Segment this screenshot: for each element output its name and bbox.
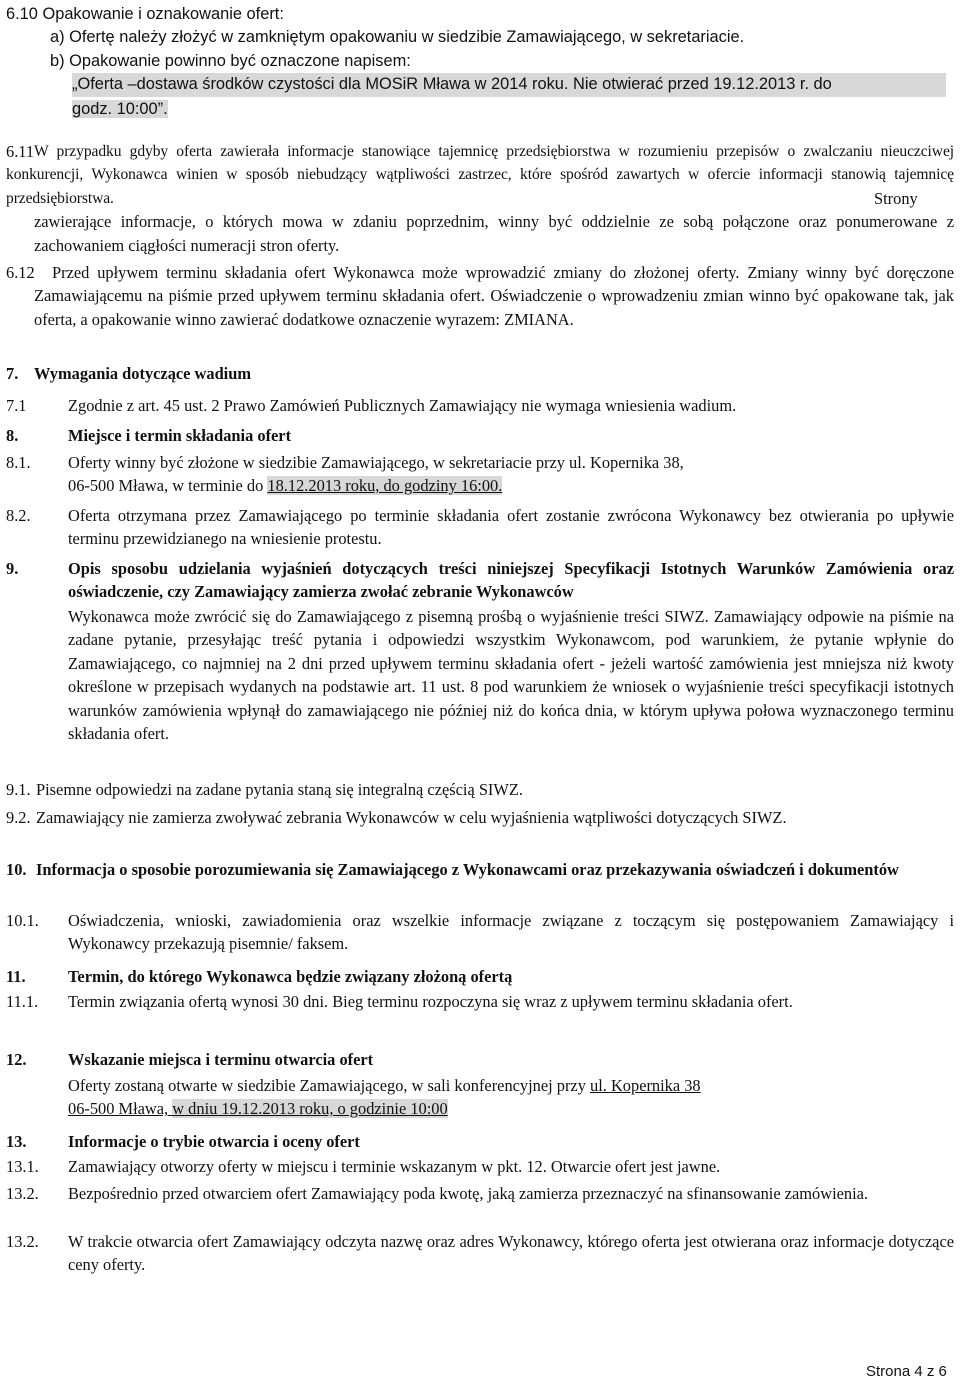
section-13-number: 13. [6,1132,27,1151]
section-8-title: Miejsce i termin składania ofert [68,426,292,445]
section-9-title: Opis sposobu udzielania wyjaśnień dotyczących treści niniejszej Specyfikacji Istotnych Warunków Zamówienia oraz oświadczenie, czy Zamawiający zamierza zwołać zebranie Wykonawców [68,559,954,602]
page-number: Strona 4 z 6 [866,1363,947,1380]
section-6-10 [6,3,946,121]
section-8-2-number: 8.2. [6,506,31,525]
quote-line-2: godz. 10:00”. [72,99,168,118]
section-6-10-heading: 6.10 Opakowanie i oznakowanie ofert: [6,5,284,23]
deadline-highlight: 18.12.2013 roku, do godziny 16:00. [267,476,503,496]
section-11-number: 11. [6,967,26,986]
section-13-2-text: Bezpośrednio przed otwarciem ofert Zamawiający poda kwotę, jaką zamierza przeznaczyć na sfinansowanie zamówienia. [68,1184,869,1203]
section-7-number: 7. [6,364,19,383]
section-8-1-text: Oferty winny być złożone w siedzibie Zamawiającego, w sekretariacie przy ul. Kopernika 38, 06-500 Mława, w terminie do 18.12.2013 roku, do godziny 16:00. [68,453,684,496]
section-6-11-text2: Strony zawierające informacje, o których mowa w zdaniu poprzednim, winny być oddzielnie ze sobą połączone oraz ponumerowane z zachowaniem ciągłości numeracji stron oferty. [34,189,954,255]
address-underlined: ul. Kopernika 38 [590,1076,701,1095]
section-11-title: Termin, do którego Wykonawca będzie związany złożoną ofertą [68,967,513,986]
section-7-1-number: 7.1 [6,396,27,415]
section-9-number: 9. [6,559,19,578]
section-8-number: 8. [6,426,19,445]
item-b: b) Opakowanie powinno być oznaczone napisem: [50,51,411,70]
section-9-1-number: 9.1. [6,780,31,799]
section-8-2-text: Oferta otrzymana przez Zamawiającego po terminie składania ofert zostanie zwrócona Wykonawcy bez otwierania po upływie terminu przewidzianego na wniesienie protestu. [68,506,954,549]
section-9-body: Wykonawca może zwrócić się do Zamawiającego z pisemną prośbą o wyjaśnienie treści SIWZ. Zamawiający odpowie na piśmie na zadane pytanie, przesyłając treść pytania i odpowiedzi wszystkim Wykonawcom, pod warunkiem, że pytanie wpłynie do Zamawiającego, co najmniej na 2 dni przed upływem terminu składania ofert - jeżeli wartość zamówienia jest mniejsza niż kwoty określone w przepisach wydanych na podstawie art. 11 ust. 8 pod warunkiem że wniosek o wyjaśnienie treści specyfikacji istotnych warunków zamówienia wpłynął do zamawiającego nie później niż do końca dnia, w którym upływa połowa wyznaczonego terminu składania ofert. [68,607,954,744]
section-12-number: 12. [6,1050,27,1069]
section-7-1-text: Zgodnie z art. 45 ust. 2 Prawo Zamówień Publicznych Zamawiający nie wymaga wniesienia wadium. [68,396,737,415]
section-6-11-number: 6.11 [6,142,35,161]
section-12-title: Wskazanie miejsca i terminu otwarcia ofert [68,1050,374,1069]
quote-line-1: „Oferta –dostawa środków czystości dla MOSiR Mława w 2014 roku. Nie otwierać przed 19.12.2013 r. do [72,73,946,96]
section-10-1-text: Oświadczenia, wnioski, zawiadomienia oraz wszelkie informacje związane z toczącym się postępowaniem Zamawiający i Wykonawcy przekazują pisemnie/ faksem. [68,911,954,954]
section-10-title: Informacja o sposobie porozumiewania się Zamawiającego z Wykonawcami oraz przekazywania oświadczeń i dokumentów [36,860,899,879]
section-6-12-number: 6.12 [6,263,35,282]
section-9-2-number: 9.2. [6,808,31,827]
section-7-title: Wymagania dotyczące wadium [34,364,252,383]
section-13-3-text: W trakcie otwarcia ofert Zamawiający odczyta nazwę oraz adres Wykonawcy, którego oferta jest otwierana oraz informacje dotyczące ceny oferty. [68,1232,954,1275]
section-13-1-number: 13.1. [6,1157,39,1176]
section-9-1-text: Pisemne odpowiedzi na zadane pytania staną się integralną częścią SIWZ. [36,780,523,799]
section-13-1-text: Zamawiający otworzy oferty w miejscu i terminie wskazanym w pkt. 12. Otwarcie ofert jest jawne. [68,1157,721,1176]
section-13-3-number: 13.2. [6,1232,39,1251]
section-10-1-number: 10.1. [6,911,39,930]
opening-date-highlight: w dniu 19.12.2013 roku, o godzinie 10:00 [172,1099,448,1119]
section-6-12-text: Przed upływem terminu składania ofert Wykonawca może wprowadzić zmiany do złożonej oferty. Zmiany winny być doręczone Zamawiającemu na piśmie przed upływem terminu składania ofert. Oświadczenie o wprowadzeniu zmian winno być opakowane tak, jak oferta, a opakowanie winno zawierać dodatkowe oznaczenie wyrazem: ZMIANA. [34,263,954,329]
section-11-1-text: Termin związania ofertą wynosi 30 dni. Bieg terminu rozpoczyna się wraz z upływem terminu składania ofert. [68,992,793,1011]
section-13-title: Informacje o trybie otwarcia i oceny ofert [68,1132,360,1151]
section-6-11-text: W przypadku gdyby oferta zawierała informacje stanowiące tajemnicę przedsiębiorstwa w rozumieniu przepisów o zwalczaniu nieuczciwej konkurencji, Wykonawca winien w sposób niebudzący wątpliwości zastrzec, które spośród zawartych w ofercie informacji stanowią tajemnicę przedsiębiorstwa. [6,143,954,207]
section-13-2-number: 13.2. [6,1184,39,1203]
section-12-text: Oferty zostaną otwarte w siedzibie Zamawiającego, w sali konferencyjnej przy ul. Kopernika 38 06-500 Mława, w dniu 19.12.2013 roku, o godzinie 10:00 [68,1076,701,1119]
section-11-1-number: 11.1. [6,992,39,1011]
item-a: a) Ofertę należy złożyć w zamkniętym opakowaniu w siedzibie Zamawiającego, w sekretariacie. [50,28,745,47]
section-8-1-number: 8.1. [6,453,31,472]
section-9-2-text: Zamawiający nie zamierza zwoływać zebrania Wykonawców w celu wyjaśnienia wątpliwości dotyczących SIWZ. [36,808,787,827]
section-10-number: 10. [6,860,27,879]
